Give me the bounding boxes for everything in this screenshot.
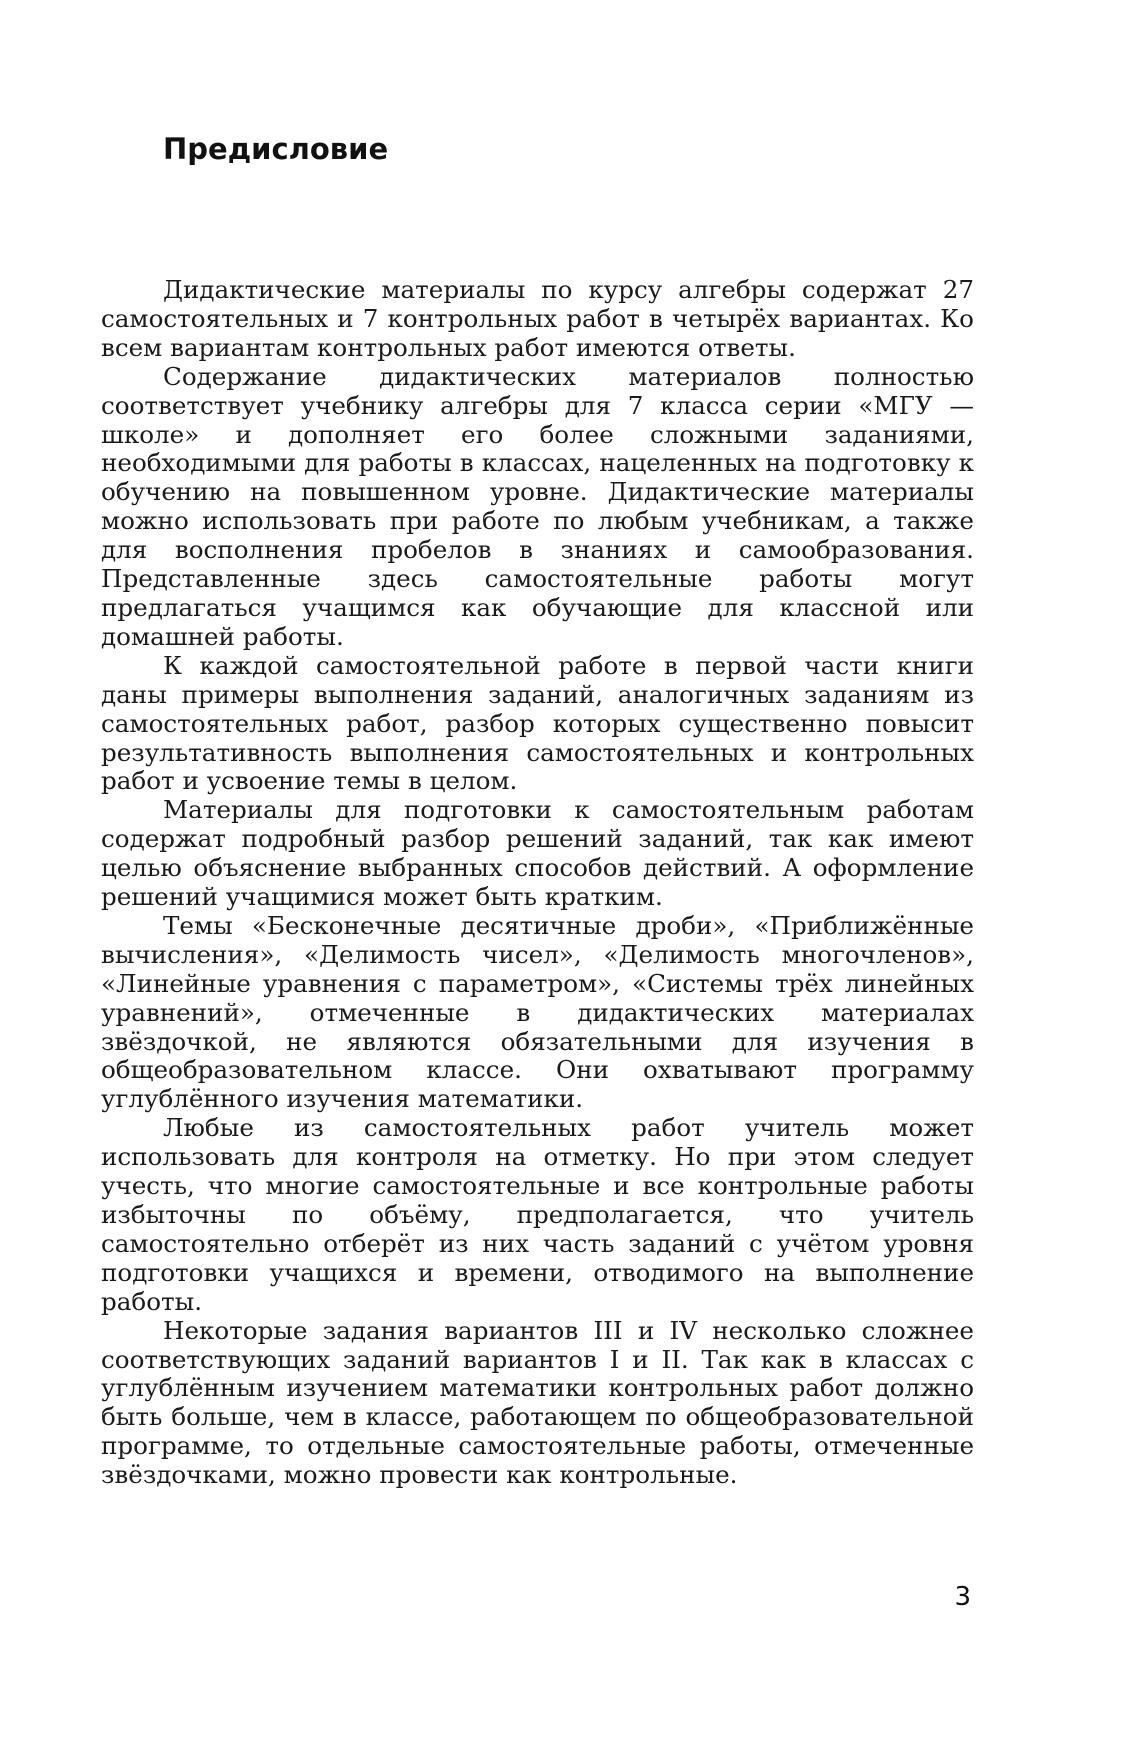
paragraph-6: Любые из самостоятельных работ учитель может использовать для контроля на отметку. Но при этом следует учесть, что многие самостоятельные и все контрольные работы избыточны по объёму, предполагается, что учитель самостоятельно отберёт из них часть заданий с учётом уровня подготовки учащихся и времени, отводимого на выполнение работы. (101, 1113, 974, 1316)
page-title: Предисловие (163, 132, 389, 166)
paragraph-1: Дидактические материалы по курсу алгебры содержат 27 самостоятельных и 7 контрольных работ в четырёх вариантах. Ко всем вариантам контрольных работ имеются ответы. (101, 275, 974, 362)
page-number: 3 (954, 1582, 971, 1612)
paragraph-7: Некоторые задания вариантов III и IV несколько сложнее соответствующих заданий вариантов I и II. Так как в классах с углублённым изучением математики контрольных работ должно быть больше, чем в классе, работающем по общеобразовательной программе, то отдельные самостоятельные работы, отмеченные звёздочками, можно провести как контрольные. (101, 1315, 974, 1490)
preface-body (101, 276, 974, 1490)
paragraph-3: К каждой самостоятельной работе в первой части книги даны примеры выполнения заданий, аналогичных заданиям из самостоятельных работ, разбор которых существенно повысит результативность выполнения самостоятельных и контрольных работ и усвоение темы в целом. (101, 650, 974, 796)
paragraph-5: Темы «Бесконечные десятичные дроби», «Приближённые вычисления», «Делимость чисел», «Делимость многочленов», «Линейные уравнения с параметром», «Системы трёх линейных уравнений», отмеченные в дидактических материалах звёздочкой, не являются обязательными для изучения в общеобразовательном классе. Они охватывают программу углублённого изучения математики. (101, 910, 974, 1114)
paragraph-4: Материалы для подготовки к самостоятельным работам содержат подробный разбор решений заданий, так как имеют целью объяснение выбранных способов действий. А оформление решений учащимися может быть кратким. (101, 795, 974, 912)
paragraph-2: Содержание дидактических материалов полностью соответствует учебнику алгебры для 7 класса серии «МГУ — школе» и дополняет его более сложными заданиями, необходимыми для работы в классах, нацеленных на подготовку к обучению на повышенном уровне. Дидактические материалы можно использовать при работе по любым учебникам, а также для восполнения пробелов в знаниях и самообразования. Представленные здесь самостоятельные работы могут предлагаться учащимся как обучающие для классной или домашней работы. (101, 361, 974, 651)
